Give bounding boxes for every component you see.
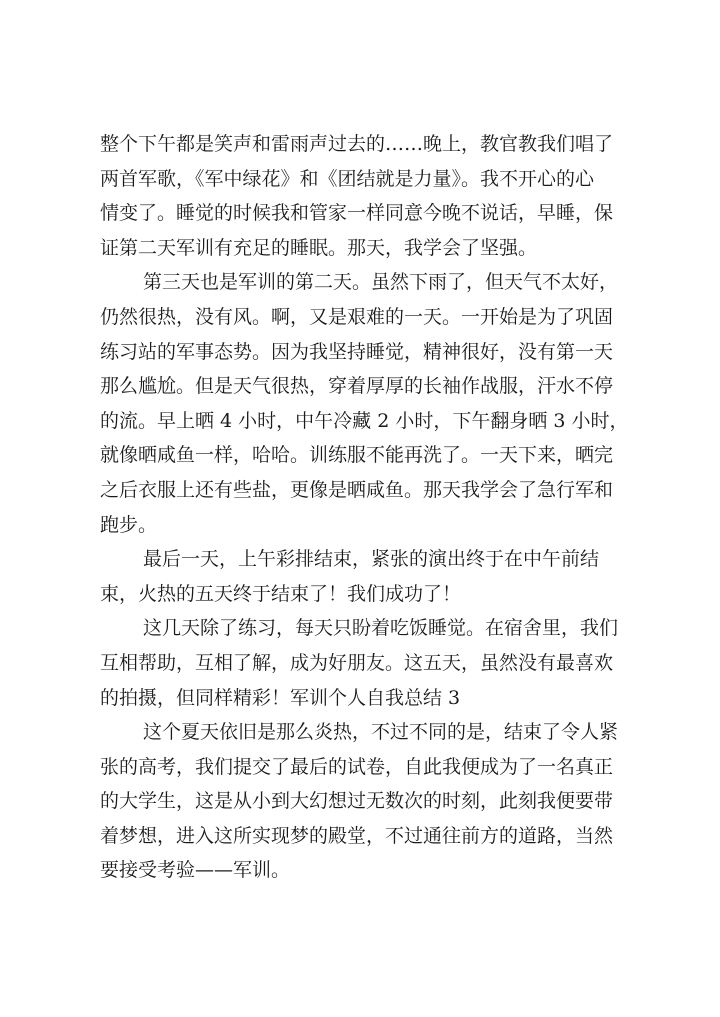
- text-line: 的大学生，这是从小到大幻想过无数次的时刻，此刻我便要带: [100, 790, 614, 813]
- paragraph-start-line: 这个夏天依旧是那么炎热，不过不同的是，结束了令人紧: [143, 721, 619, 744]
- text-line: 那么尴尬。但是天气很热，穿着厚厚的长袖作战服，汗水不停: [100, 375, 614, 398]
- body-text: [100, 127, 630, 888]
- text-line: 情变了。睡觉的时候我和管家一样同意今晚不说话，早睡，保: [100, 202, 614, 225]
- text-line: 整个下午都是笑声和雷雨声过去的……晚上，教官教我们唱了: [100, 133, 614, 155]
- text-line: 张的高考，我们提交了最后的试卷，自此我便成为了一名真正: [100, 755, 614, 778]
- text-line: 着梦想，进入这所实现梦的殿堂，不过通往前方的道路，当然: [100, 824, 614, 847]
- text-line: 之后衣服上还有些盐，更像是晒咸鱼。那天我学会了急行军和: [100, 478, 614, 501]
- text-line: 的拍摄，但同样精彩！军训个人自我总结 3: [100, 686, 461, 709]
- text-line: 证第二天军训有充足的睡眠。那天，我学会了坚强。: [100, 236, 538, 259]
- text-line: 两首军歌，《军中绿花》和《团结就是力量》。我不开心的心: [100, 167, 595, 190]
- paragraph-start-line: 这几天除了练习，每天只盼着吃饭睡觉。在宿舍里，我们: [143, 617, 619, 640]
- text-line: 要接受考验——军训。: [100, 859, 291, 882]
- text-line: 的流。早上晒 4 小时，中午冷藏 2 小时，下午翻身晒 3 小时，: [100, 409, 629, 432]
- text-line: 就像晒咸鱼一样，哈哈。训练服不能再洗了。一天下来，晒完: [100, 444, 614, 467]
- paragraph-start-line: 最后一天，上午彩排结束，紧张的演出终于在中午前结: [143, 548, 600, 571]
- text-line: 仍然很热，没有风。啊，又是艰难的一天。一开始是为了巩固: [100, 305, 614, 328]
- text-line: 束，火热的五天终于结束了！我们成功了！: [100, 582, 462, 605]
- paragraph-start-line: 第三天也是军训的第二天。虽然下雨了，但天气不太好，: [143, 271, 619, 294]
- text-line: 跑步。: [100, 513, 158, 536]
- text-line: 练习站的军事态势。因为我坚持睡觉，精神很好，没有第一天: [100, 340, 614, 363]
- text-line: 互相帮助，互相了解，成为好朋友。这五天，虽然没有最喜欢: [100, 651, 614, 674]
